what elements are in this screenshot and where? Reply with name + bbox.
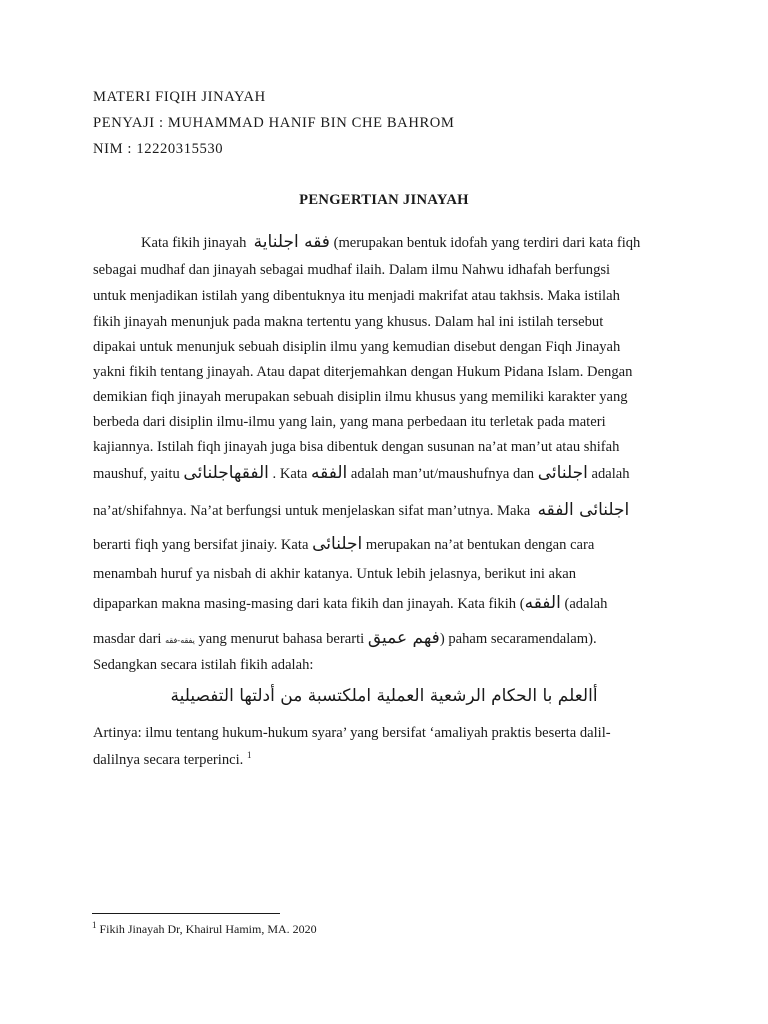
text-line: Kata fikih jinayah فقه اجلناية (merupakan bentuk idofah yang terdiri dari kata fiqh <box>141 232 641 252</box>
text-line: dipaparkan makna masing-masing dari kata fikih dan jinayah. Kata fikih (الفقه (adalah <box>93 593 608 613</box>
text-line: na’at/shifahnya. Na’at berfungsi untuk menjelaskan sifat man’utnya. Maka اجلنائى الفقه <box>93 500 630 520</box>
footnote-text: Fikih Jinayah Dr, Khairul Hamim, MA. 2020 <box>99 922 317 936</box>
footnote-reference[interactable]: 1 <box>246 750 252 761</box>
footnote-number: 1 <box>92 920 97 930</box>
arabic-term: فهم عميق <box>367 628 440 648</box>
text-line: Sedangkan secara istilah fikih adalah: <box>93 657 314 673</box>
text-line: demikian fiqh jinayah merupakan sebuah disiplin ilmu khusus yang memiliki karakter yang <box>93 389 628 405</box>
arabic-term: الفقه <box>311 463 348 483</box>
text-line: Artinya: ilmu tentang hukum-hukum syara’ yang bersifat ‘amaliyah praktis beserta dalil- <box>93 725 611 741</box>
text-line: untuk menjadikan istilah yang dibentuknya itu menjadi makrifat atau takhsis. Maka istilah <box>93 288 620 304</box>
arabic-definition: أالعلم با الحكام الرشعية العملية املكتسبة من أدلتها التفصيلية <box>170 686 598 706</box>
footnote-separator <box>92 913 280 914</box>
arabic-term: اجلنائى <box>312 534 363 554</box>
arabic-term: الفقه <box>524 593 561 613</box>
arabic-term: فقه اجلناية <box>253 232 330 252</box>
text-line: yakni fikih tentang jinayah. Atau dapat diterjemahkan dengan Hukum Pidana Islam. Dengan <box>93 364 633 380</box>
section-title: PENGERTIAN JINAYAH <box>299 192 469 208</box>
text-line: dalilnya secara terperinci. $^1$ <box>93 750 252 768</box>
doc-heading-subject: MATERI FIQIH JINAYAH <box>93 89 266 105</box>
arabic-term: الفقهاجلنائى <box>183 463 269 483</box>
arabic-term: يفقه-فقه <box>165 636 195 645</box>
text-line: menambah huruf ya nisbah di akhir katanya. Untuk lebih jelasnya, berikut ini akan <box>93 566 577 582</box>
text-line: sebagai mudhaf dan jinayah sebagai mudhaf ilaih. Dalam ilmu Nahwu idhafah berfungsi <box>93 262 611 278</box>
text-line: dipakai untuk menunjuk sebuah disiplin ilmu yang kemudian disebut dengan Fiqh Jinayah <box>93 339 621 355</box>
text-line: fikih jinayah menunjuk pada makna tertentu yang khusus. Dalam hal ini istilah tersebut <box>93 314 604 330</box>
text-line: maushuf, yaitu الفقهاجلنائى . Kata الفقه adalah man’ut/maushufnya dan اجلنائى adalah <box>93 463 630 483</box>
text-line: berarti fiqh yang bersifat jinaiy. Kata اجلنائى merupakan na’at bentukan dengan cara <box>93 534 595 554</box>
doc-heading-nim: NIM : 12220315530 <box>93 141 224 157</box>
text-line: kajiannya. Istilah fiqh jinayah juga bisa dibentuk dengan susunan na’at man’ut atau shifah <box>93 439 620 455</box>
arabic-term: اجلنائى <box>537 463 588 483</box>
footnote <box>92 922 317 937</box>
text-line: berbeda dari disiplin ilmu-ilmu yang lain, yang mana perbedaan itu terletak pada materi <box>93 414 606 430</box>
text-line: masdar dari يفقه-فقه yang menurut bahasa berarti فهم عميق) paham secaramendalam). <box>93 628 597 648</box>
doc-heading-presenter: PENYAJI : MUHAMMAD HANIF BIN CHE BAHROM <box>93 115 455 131</box>
arabic-term: اجلنائى الفقه <box>537 500 630 520</box>
